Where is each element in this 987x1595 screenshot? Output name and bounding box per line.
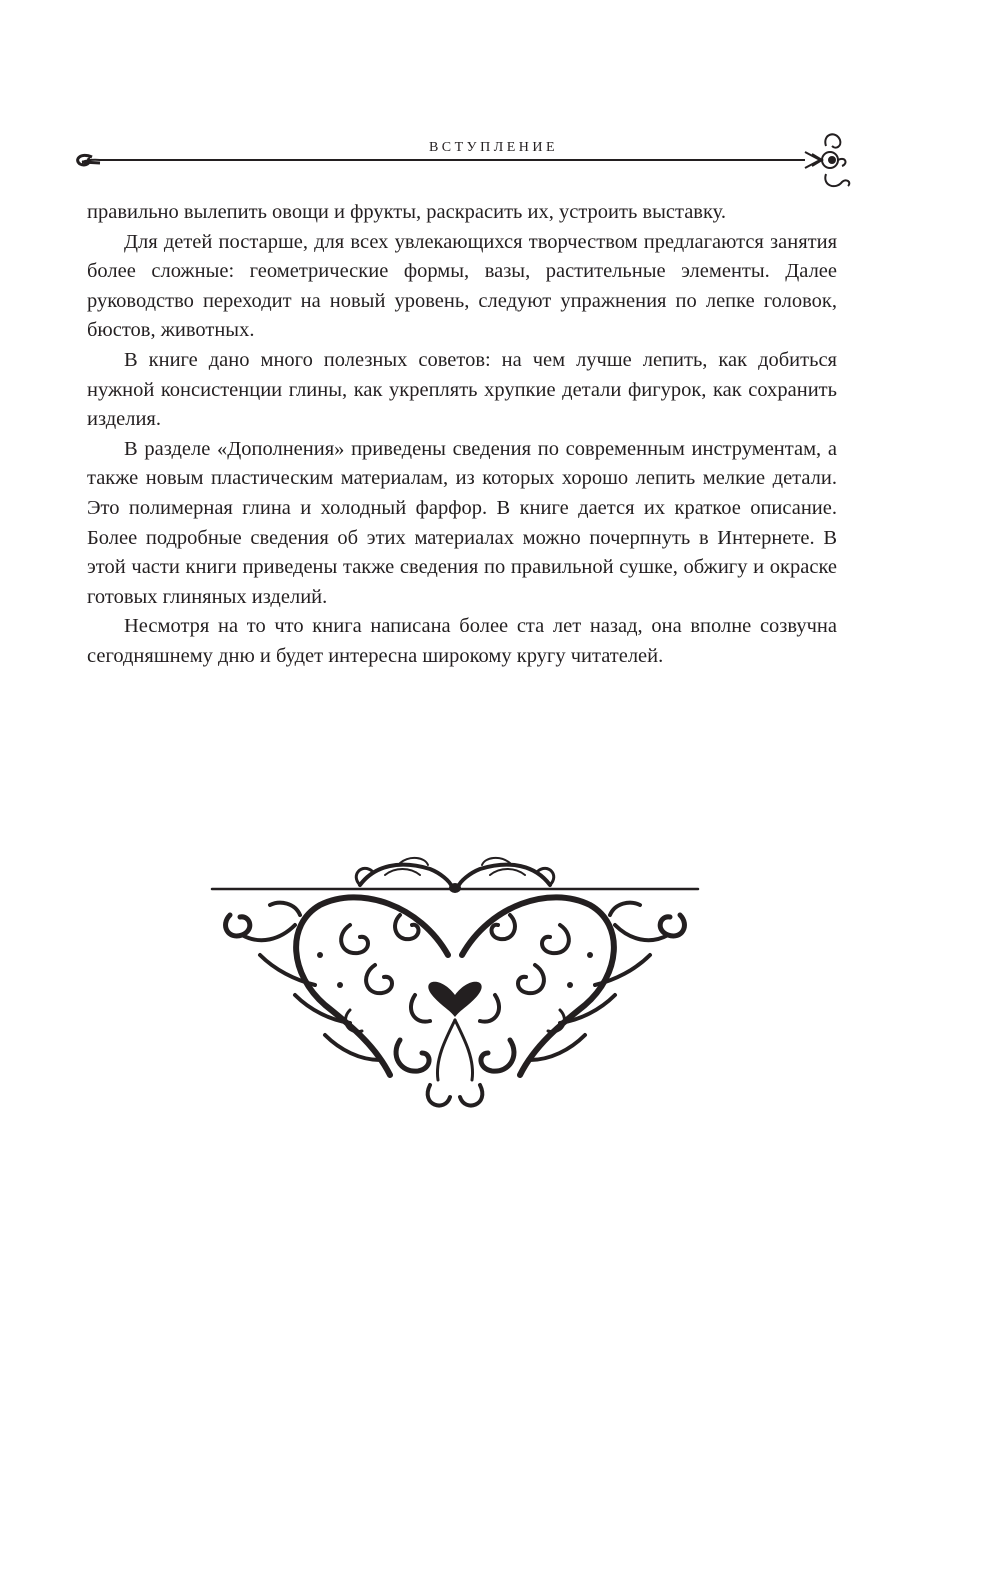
paragraph: Для детей постарше, для всех увлекающихся творчеством предлагаются занятия более сложные: геометрические формы, вазы, растительные элементы. Далее руководство переходит на новый уровень, следуют упражнения по лепке головок, бюстов, животных. bbox=[87, 230, 837, 342]
paragraph: В книге дано много полезных советов: на чем лучше лепить, как добиться нужной консистенции глины, как укреплять хрупкие детали фигурок, как сохранить изделия. bbox=[87, 348, 837, 431]
ornament-icon bbox=[200, 845, 710, 1115]
header-title: ВСТУПЛЕНИЕ bbox=[428, 140, 559, 155]
running-header bbox=[0, 0, 987, 200]
paragraph: В разделе «Дополнения» приведены сведения по современным инструментам, а также новым пластическим материалам, из которых хорошо лепить мелкие детали. Это полимерная глина и холодный фарфор. В книге дается их краткое описание. Более подробные сведения об этих материалах можно почерпнуть в Интернете. В этой части книги приведены также сведения по правильной сушке, обжигу и окраске готовых глиняных изделий. bbox=[87, 437, 837, 608]
body-text bbox=[87, 198, 837, 672]
paragraph: правильно вылепить овощи и фрукты, раскрасить их, устроить выставку. bbox=[87, 201, 726, 223]
paragraph: Несмотря на то что книга написана более ста лет назад, она вполне созвучна сегодняшнему дню и будет интересна широкому кругу читателей. bbox=[87, 615, 837, 667]
header-rule bbox=[0, 0, 987, 200]
